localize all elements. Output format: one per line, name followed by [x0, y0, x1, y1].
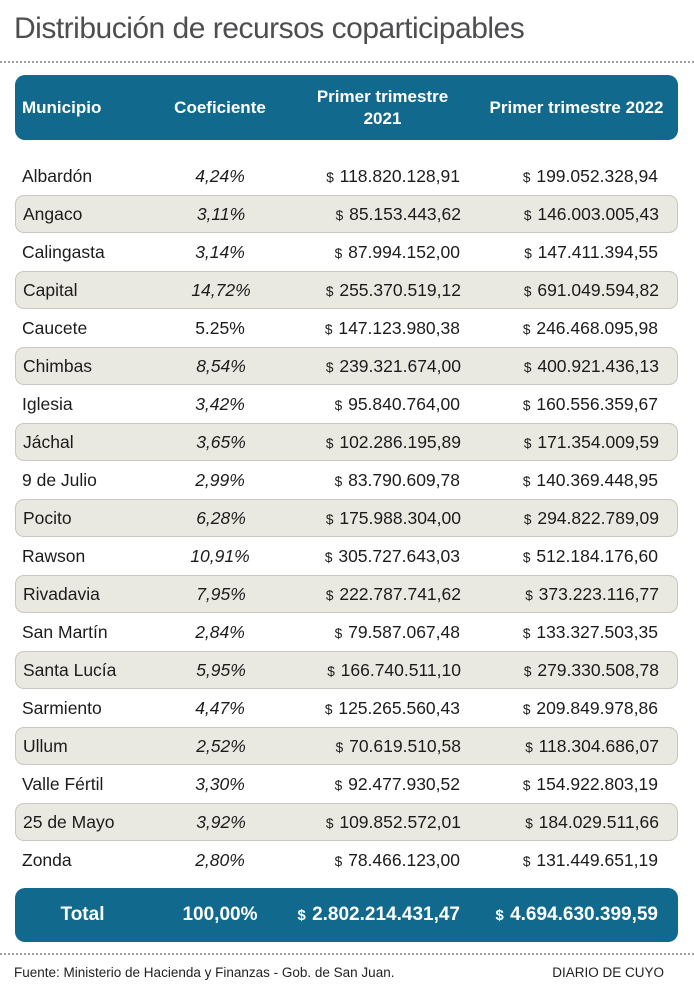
municipio-cell: Valle Fértil	[22, 773, 104, 794]
currency-symbol: $	[523, 207, 532, 223]
total-row	[15, 888, 678, 942]
currency-symbol: $	[325, 587, 334, 603]
trimestre-2022-cell: $ 184.029.511,66	[525, 811, 659, 832]
municipio-cell: Capital	[23, 279, 78, 300]
table-row	[15, 157, 678, 195]
total-coeficiente: 100,00%	[182, 904, 258, 925]
currency-symbol: $	[522, 321, 531, 337]
currency-symbol: $	[523, 663, 532, 679]
trimestre-2021-cell: $ 222.787.741,62	[325, 583, 461, 604]
currency-symbol: $	[324, 549, 333, 565]
table-row	[15, 727, 678, 765]
trimestre-2022-cell: $ 118.304.686,07	[525, 735, 659, 756]
coeficiente-cell: 6,28%	[196, 507, 246, 528]
coeficiente-cell: 7,95%	[196, 583, 246, 604]
currency-symbol: $	[325, 815, 334, 831]
table-row	[15, 461, 678, 499]
municipio-cell: Chimbas	[23, 355, 93, 376]
municipio-cell: 9 de Julio	[22, 469, 97, 490]
municipio-cell: Jáchal	[23, 431, 74, 452]
table-row	[15, 537, 678, 575]
column-header-trimestre-2022: Primer trimestre 2022	[489, 97, 664, 117]
currency-symbol: $	[335, 207, 344, 223]
trimestre-2022-cell: $ 133.327.503,35	[522, 621, 658, 642]
currency-symbol: $	[325, 435, 334, 451]
currency-symbol: $	[522, 397, 531, 413]
trimestre-2021-cell: $ 125.265.560,43	[324, 697, 460, 718]
currency-symbol: $	[524, 245, 532, 261]
municipio-cell: Iglesia	[22, 393, 73, 414]
coeficiente-cell: 2,99%	[195, 469, 245, 490]
trimestre-2022-cell: $ 140.369.448,95	[522, 469, 658, 490]
table-row	[15, 347, 678, 385]
table-row	[15, 233, 678, 271]
currency-symbol: $	[334, 397, 343, 413]
trimestre-2022-cell: $ 400.921.436,13	[523, 355, 659, 376]
municipio-cell: Ullum	[23, 735, 68, 756]
trimestre-2021-cell: $ 70.619.510,58	[335, 735, 461, 756]
currency-symbol: $	[334, 473, 343, 489]
coeficiente-cell: 5,95%	[196, 659, 246, 680]
currency-symbol: $	[523, 435, 532, 451]
coeficiente-cell: 8,54%	[196, 355, 246, 376]
source-note: Fuente: Ministerio de Hacienda y Finanzas - Gob. de San Juan.	[14, 965, 395, 980]
table-row	[15, 803, 678, 841]
coeficiente-cell: 3,92%	[196, 811, 246, 832]
trimestre-2021-cell: $ 92.477.930,52	[334, 773, 460, 794]
currency-symbol: $	[522, 777, 531, 793]
currency-symbol: $	[525, 587, 533, 603]
brand-name: DIARIO DE CUYO	[552, 965, 664, 980]
coeficiente-cell: 14,72%	[191, 279, 251, 300]
coeficiente-cell: 3,14%	[195, 241, 245, 262]
trimestre-2022-cell: $ 154.922.803,19	[522, 773, 658, 794]
table-row	[15, 423, 678, 461]
trimestre-2021-cell: $ 166.740.511,10	[327, 659, 461, 680]
trimestre-2021-cell: $ 175.988.304,00	[325, 507, 461, 528]
coeficiente-cell: 10,91%	[190, 545, 250, 566]
table-row	[15, 309, 678, 347]
coeficiente-cell: 4,24%	[195, 165, 245, 186]
trimestre-2021-cell: $ 79.587.067,48	[334, 621, 460, 642]
currency-symbol: $	[326, 169, 334, 185]
municipio-cell: Zonda	[22, 849, 72, 870]
currency-symbol: $	[525, 815, 533, 831]
trimestre-2021-cell: $ 239.321.674,00	[325, 355, 461, 376]
trimestre-2021-cell: $ 305.727.643,03	[324, 545, 460, 566]
trimestre-2022-cell: $ 131.449.651,19	[522, 849, 658, 870]
column-header-coeficiente: Coeficiente	[174, 97, 266, 117]
total-trimestre-2022: $ 4.694.630.399,59	[495, 904, 658, 925]
currency-symbol: $	[495, 908, 504, 924]
table-row	[15, 689, 678, 727]
trimestre-2021-cell: $ 118.820.128,91	[326, 165, 460, 186]
coeficiente-cell: 5.25%	[195, 317, 245, 338]
currency-symbol: $	[297, 908, 306, 924]
table-row	[15, 613, 678, 651]
trimestre-2022-cell: $ 146.003.005,43	[523, 203, 659, 224]
table-row	[15, 841, 678, 879]
trimestre-2022-cell: $ 294.822.789,09	[523, 507, 659, 528]
currency-symbol: $	[525, 739, 533, 755]
trimestre-2021-cell: $ 85.153.443,62	[335, 203, 461, 224]
table-row	[15, 651, 678, 689]
table-body	[15, 157, 678, 879]
currency-symbol: $	[325, 283, 334, 299]
currency-symbol: $	[324, 701, 333, 717]
municipio-cell: Rivadavia	[23, 583, 100, 604]
trimestre-2022-cell: $ 279.330.508,78	[523, 659, 659, 680]
table-row	[15, 765, 678, 803]
coeficiente-cell: 2,84%	[195, 621, 245, 642]
footer	[0, 955, 694, 980]
trimestre-2022-cell: $ 171.354.009,59	[523, 431, 659, 452]
trimestre-2022-cell: $ 691.049.594,82	[523, 279, 659, 300]
currency-symbol: $	[522, 701, 531, 717]
currency-symbol: $	[334, 777, 343, 793]
table-row	[15, 271, 678, 309]
municipio-cell: Caucete	[22, 317, 88, 338]
coeficiente-cell: 3,65%	[196, 431, 246, 452]
table-row	[15, 385, 678, 423]
municipio-cell: San Martín	[22, 621, 108, 642]
coeficiente-cell: 2,80%	[195, 849, 245, 870]
coeficiente-cell: 3,42%	[195, 393, 245, 414]
municipio-cell: Calingasta	[22, 241, 105, 262]
currency-symbol: $	[325, 511, 334, 527]
currency-symbol: $	[335, 739, 344, 755]
trimestre-2021-cell: $ 147.123.980,38	[324, 317, 460, 338]
municipio-cell: Albardón	[22, 165, 93, 186]
trimestre-2021-cell: $ 87.994.152,00	[334, 241, 460, 262]
table-row	[15, 195, 678, 233]
trimestre-2021-cell: $ 95.840.764,00	[334, 393, 460, 414]
trimestre-2021-cell: $ 109.852.572,01	[325, 811, 461, 832]
page-title: Distribución de recursos coparticipables	[14, 12, 525, 45]
coeficiente-cell: 3,30%	[195, 773, 245, 794]
municipio-cell: Angaco	[23, 203, 83, 224]
currency-symbol: $	[522, 549, 531, 565]
coeficiente-cell: 3,11%	[196, 203, 246, 224]
currency-symbol: $	[334, 245, 343, 261]
currency-symbol: $	[327, 663, 335, 679]
currency-symbol: $	[522, 169, 531, 185]
currency-symbol: $	[334, 625, 343, 641]
trimestre-2022-cell: $ 147.411.394,55	[524, 241, 658, 262]
trimestre-2021-cell: $ 102.286.195,89	[325, 431, 461, 452]
municipio-cell: 25 de Mayo	[23, 811, 115, 832]
column-header-municipio: Municipio	[22, 97, 102, 117]
municipio-cell: Sarmiento	[22, 697, 102, 718]
municipio-cell: Pocito	[23, 507, 72, 528]
trimestre-2022-cell: $ 199.052.328,94	[522, 165, 658, 186]
coeficiente-cell: 4,47%	[195, 697, 245, 718]
trimestre-2022-cell: $ 209.849.978,86	[522, 697, 658, 718]
currency-symbol: $	[325, 359, 334, 375]
total-trimestre-2021: $ 2.802.214.431,47	[297, 904, 460, 925]
trimestre-2022-cell: $ 246.468.095,98	[522, 317, 658, 338]
table-header	[15, 75, 678, 140]
table-row	[15, 575, 678, 613]
currency-symbol: $	[522, 625, 531, 641]
total-label: Total	[60, 904, 105, 925]
trimestre-2022-cell: $ 373.223.116,77	[525, 583, 659, 604]
currency-symbol: $	[522, 853, 531, 869]
currency-symbol: $	[523, 359, 532, 375]
currency-symbol: $	[522, 473, 531, 489]
column-header-trimestre-2021: Primer trimestre 2021	[316, 87, 449, 128]
trimestre-2022-cell: $ 160.556.359,67	[522, 393, 658, 414]
currency-symbol: $	[334, 853, 343, 869]
trimestre-2021-cell: $ 78.466.123,00	[334, 849, 460, 870]
currency-symbol: $	[523, 283, 532, 299]
currency-symbol: $	[523, 511, 532, 527]
municipio-cell: Rawson	[22, 545, 86, 566]
table-row	[15, 499, 678, 537]
municipio-cell: Santa Lucía	[23, 659, 117, 680]
coeficiente-cell: 2,52%	[196, 735, 246, 756]
trimestre-2022-cell: $ 512.184.176,60	[522, 545, 658, 566]
currency-symbol: $	[324, 321, 333, 337]
trimestre-2021-cell: $ 255.370.519,12	[325, 279, 461, 300]
trimestre-2021-cell: $ 83.790.609,78	[334, 469, 460, 490]
divider-top	[0, 61, 694, 63]
